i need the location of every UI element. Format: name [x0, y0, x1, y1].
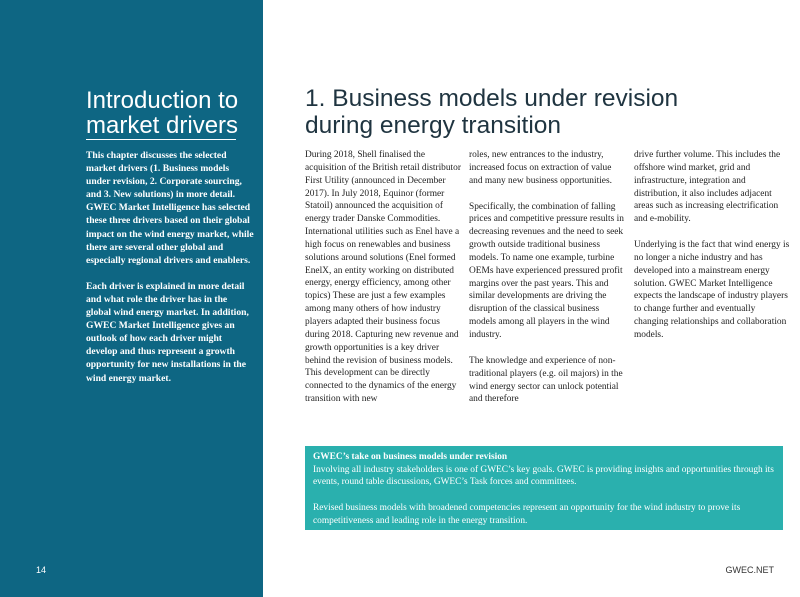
- body-column-1: [305, 149, 461, 419]
- footer-site-url[interactable]: GWEC.NET: [725, 565, 774, 575]
- page-title: 1. Business models under revision during energy transition: [305, 85, 679, 139]
- callout-title: GWEC’s take on business models under revision: [313, 452, 508, 462]
- sidebar-paragraph: This chapter discusses the selected market drivers (1. Business models under revision, 2. Corporate sourcing, and 3. New solutions) in more detail. GWEC Market Intelligence has selected these three drivers based on their global impact on the wind energy market, while there are several other global and especially regional drivers and enablers.: [86, 150, 254, 266]
- body-paragraph: Underlying is the fact that wind energy is no longer a niche industry and has developed into a mainstream energy solution. GWEC Market Intelligence expects the landscape of industry players to change further and eventually changing relationships and collaboration models.: [634, 240, 790, 340]
- sidebar-paragraph: Each driver is explained in more detail and what role the driver has in the global wind energy market. In addition, GWEC Market Intelligence gives an outlook of how each driver might develop and thus represent a growth opportunity for new installations in the wind energy market.: [86, 280, 249, 384]
- sidebar-panel: [0, 0, 263, 597]
- callout-paragraph: Revised business models with broadened competencies represent an opportunity for the wind industry to prove its competitiveness and leading role in the energy transition.: [313, 503, 741, 526]
- body-paragraph: drive further volume. This includes the offshore wind market, grid and infrastructure, integration and distribution, it also includes adjacent areas such as increasing electrification and e-mobility.: [634, 150, 781, 225]
- sidebar-title: Introduction to market drivers: [86, 87, 239, 139]
- callout-box: [305, 446, 783, 530]
- body-paragraph: roles, new entrances to the industry, increased focus on extraction of value and many new business opportunities.: [469, 150, 612, 186]
- body-paragraph: Specifically, the combination of falling prices and competitive pressure results in decreasing revenues and the need to seek growth outside traditional business models. To name one example, turbine OEMs have experienced pressured profit margins over the past years. This and similar developments are driving the disruption of the classical business models among all players in the wind industry.: [469, 201, 624, 340]
- sidebar-divider: [86, 139, 236, 140]
- page-number: 14: [36, 565, 47, 575]
- body-column-3: [634, 149, 790, 355]
- body-paragraph: The knowledge and experience of non-traditional players (e.g. oil majors) in the wind energy sector can unlock potential and therefore: [469, 355, 623, 405]
- sidebar-intro: [86, 149, 254, 398]
- body-column-2: [469, 149, 625, 419]
- callout-paragraph: Involving all industry stakeholders is one of GWEC’s key goals. GWEC is providing insights and opportunities through its events, round table discussions, GWEC’s Task forces and committees.: [313, 464, 774, 488]
- body-paragraph: During 2018, Shell finalised the acquisition of the British retail distributor First Utility (announced in December 2017). In July 2018, Equinor (former Statoil) announced the acquisition of energy trader Danske Commodities. International utilities such as Enel have a high focus on renewables and business solutions around solutions (Enel formed EnelX, an entity working on distributed energy, energy efficiency, among other topics) These are just a few examples among many others of how industry players adapted their business focus during 2018. Capturing new revenue and growth opportunities is a key driver behind the revision of business models. This development can be directly connected to the dynamics of the energy transition with new: [305, 150, 461, 405]
